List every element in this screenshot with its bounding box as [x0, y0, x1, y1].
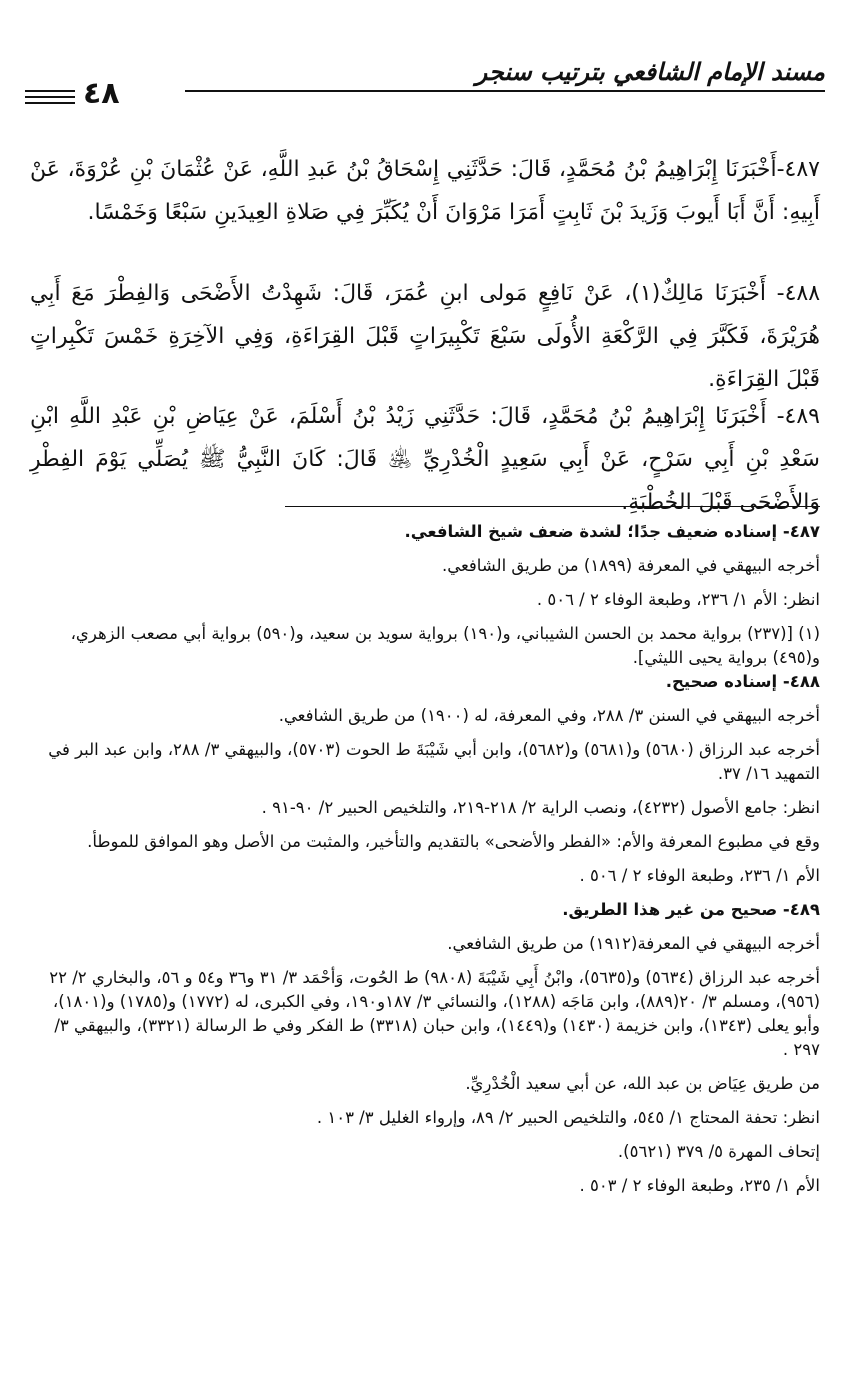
footnote-line: انظر: الأم ١/ ٢٣٦، وطبعة الوفاء ٢ / ٥٠٦ . — [536, 590, 820, 609]
footnote-line: ٤٨٧- إسناده ضعيف جدًا؛ لشدة ضعف شيخ الشافعي. — [404, 522, 820, 541]
footnote-line: ٤٨٨- إسناده صحيح. — [665, 672, 820, 691]
footnote-line: انظر: تحفة المحتاج ١/ ٥٤٥، والتلخيص الحبير ٢/ ٨٩، وإرواء الغليل ٣/ ١٠٣ . — [316, 1108, 820, 1127]
footnotes — [30, 520, 820, 1208]
hadith-489: ٤٨٩- أَخْبَرَنَا إِبْرَاهِيمُ بْنُ مُحَمَّدٍ، قَالَ: حَدَّثَنِي زَيْدُ بْنُ أَسْلَمَ، عَنْ عِيَاضِ بْنِ عَبْدِ اللَّهِ ابْنِ سَعْدِ بْنِ أَبِي سَرْحٍ، عَنْ أَبِي سَعِيدٍ الْخُدْرِيِّ ﵁ قَالَ: كَانَ النَّبِيُّ ﷺ يُصَلِّي يَوْمَ الفِطْرِ وَالأَضْحَى قَبْلَ الخُطْبَةِ. — [30, 404, 820, 515]
footnote-line: أخرجه عبد الرزاق (٥٦٣٤) و(٥٦٣٥)، وابْنُ أَبِي شَيْبَةَ (٩٨٠٨) ط الحُوت، وَأحْمَد ٣/ ٣١ و٣٦ و٥٤ و ٥٦، والبخاري ٢/ ٢٢ (٩٥٦)، ومسلم ٣/ ٢٠(٨٨٩)، وابن مَاجَه (١٢٨٨)، والنسائي ٣/ ١٨٧و١٩٠، وفي الكبرى، له (١٧٧٢) و(١٧٨٥) و(١٨٠١)، وأبو يعلى (١٣٤٣)، وابن خزيمة (١٤٣٠) و(١٤٤٩)، وابن حبان (٣٣١٨) ط الفكر وفي ط الرسالة (٣٣٢١)، والبيهقي ٣/ ٢٩٧ . — [49, 968, 820, 1059]
footnote-line: ٤٨٩- صحيح من غير هذا الطريق. — [562, 900, 820, 919]
footnote-line: الأم ١/ ٢٣٦، وطبعة الوفاء ٢ / ٥٠٦ . — [579, 866, 820, 885]
footnote-line: أخرجه البيهقي في المعرفة(١٩١٢) من طريق الشافعي. — [447, 934, 820, 953]
page-header — [25, 40, 825, 115]
page-number-rules — [25, 90, 75, 108]
footnote-line: وقع في مطبوع المعرفة والأم: «الفطر والأضحى» بالتقديم والتأخير، والمثبت من الأصل وهو الموافق للموطأ. — [87, 832, 820, 851]
footnote-line: انظر: جامع الأصول (٤٢٣٢)، ونصب الراية ٢/ ٢١٨-٢١٩، والتلخيص الحبير ٢/ ٩٠-٩١ . — [261, 798, 820, 817]
footnote-line: الأم ١/ ٢٣٥، وطبعة الوفاء ٢ / ٥٠٣ . — [579, 1176, 820, 1195]
page-number: ٤٨ — [83, 76, 120, 111]
footnote-separator — [285, 506, 820, 507]
hadith-488: ٤٨٨- أَخْبَرَنَا مَالِكٌ(١)، عَنْ نَافِعٍ مَولى ابنِ عُمَرَ، قَالَ: شَهِدْتُ الأَضْحَى وَالفِطْرَ مَعَ أَبِي هُرَيْرَةَ، فَكَبَّرَ فِي الرَّكْعَةِ الأُولَى سَبْعَ تَكْبِيرَاتٍ قَبْلَ القِرَاءَةِ، وَفِي الآخِرَةِ خَمْسَ تَكْبِراتٍ قَبْلَ القِرَاءَةِ. — [30, 281, 821, 392]
footnote-line: (١) [(٢٣٧) برواية محمد بن الحسن الشيباني، و(١٩٠) برواية سويد بن سعيد، و(٥٩٠) برواية أبي مصعب الزهري، و(٤٩٥) برواية يحيى الليثي]. — [70, 624, 820, 667]
footnote-line: من طريق عِيَاض بن عبد الله، عن أبي سعيد الْخُدْرِيِّ. — [465, 1074, 820, 1093]
footnote-line: أخرجه البيهقي في المعرفة (١٨٩٩) من طريق الشافعي. — [441, 556, 820, 575]
hadith-487: ٤٨٧-أَخْبَرَنَا إِبْرَاهِيمُ بْنُ مُحَمَّدٍ، قَالَ: حَدَّثَنِي إِسْحَاقُ بْنُ عَبدِ اللَّهِ، عَنْ عُثْمَانَ بْنِ عُرْوَةَ، عَنْ أَبِيهِ: أَنَّ أَبَا أَيوبَ وَزَيدَ بْنَ ثَابِتٍ أَمَرَا مَرْوَانَ أَنْ يُكَبِّرَ فِي صَلاةِ العِيدَينِ سَبْعًا وَخَمْسًا. — [30, 157, 820, 225]
footnote-line: أخرجه البيهقي في السنن ٣/ ٢٨٨، وفي المعرفة، له (١٩٠٠) من طريق الشافعي. — [278, 706, 820, 725]
header-rule — [185, 90, 825, 92]
running-title: مسند الإمام الشافعي بترتيب سنجر — [475, 58, 825, 86]
footnote-line: أخرجه عبد الرزاق (٥٦٨٠) و(٥٦٨١) و(٥٦٨٢)، وابن أبي شَيْبَةَ ط الحوت (٥٧٠٣)، والبيهقي ٣/ ٢٨٨، وابن عبد البر في التمهيد ١٦/ ٣٧. — [48, 740, 820, 783]
footnote-line: إتحاف المهرة ٥/ ٣٧٩ (٥٦٢١). — [617, 1142, 820, 1161]
